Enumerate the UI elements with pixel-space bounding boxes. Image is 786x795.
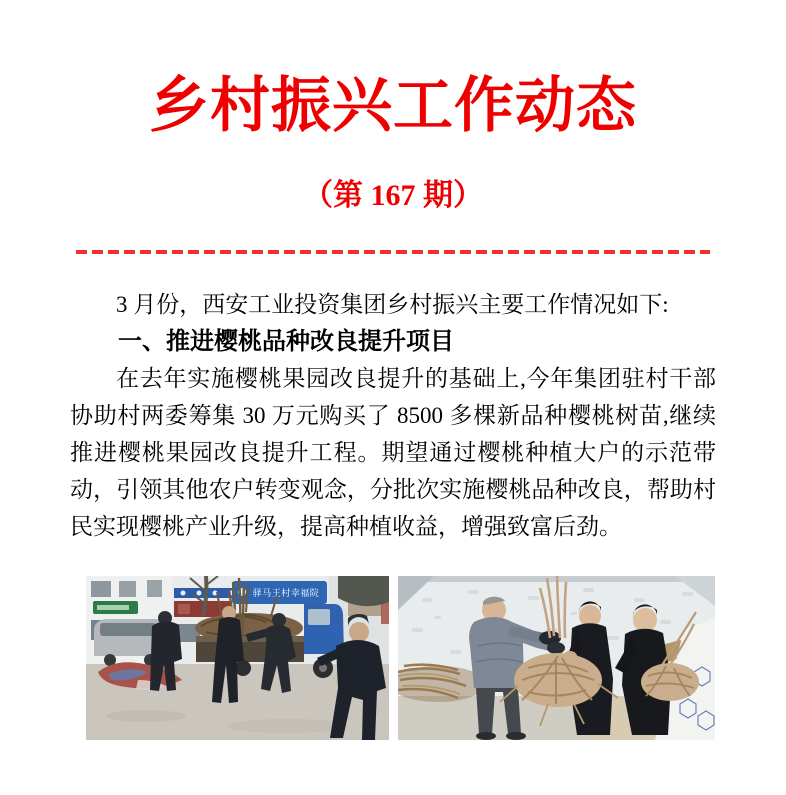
page-title: 乡村振兴工作动态 [149,73,637,139]
sign-text: 驿马王村幸福院 [252,588,320,598]
red-dashed-divider [76,250,710,254]
intro-paragraph: 3 月份，西安工业投资集团乡村振兴主要工作情况如下: [116,292,669,317]
article-body [70,286,716,545]
photo-left-unloading-saplings [86,576,389,740]
issue-number: （第 167 期） [303,179,483,212]
photo-row [86,576,786,740]
body-paragraph: 在去年实施樱桃果园改良提升的基础上,今年集团驻村干部协助村两委筹集 30 万元购买了 8500 多棵新品种樱桃树苗,继续推进樱桃果园改良提升工程。期望通过樱桃种植大户的示范带动，引领其他农户转变观念，分批次实施樱桃品种改良，帮助村民实现樱桃产业升级，提高种植收益，增强致富后劲。 [70,366,716,539]
photo-right-inspecting-saplings [398,576,715,740]
section-heading: 一、推进樱桃品种改良提升项目 [118,328,454,355]
